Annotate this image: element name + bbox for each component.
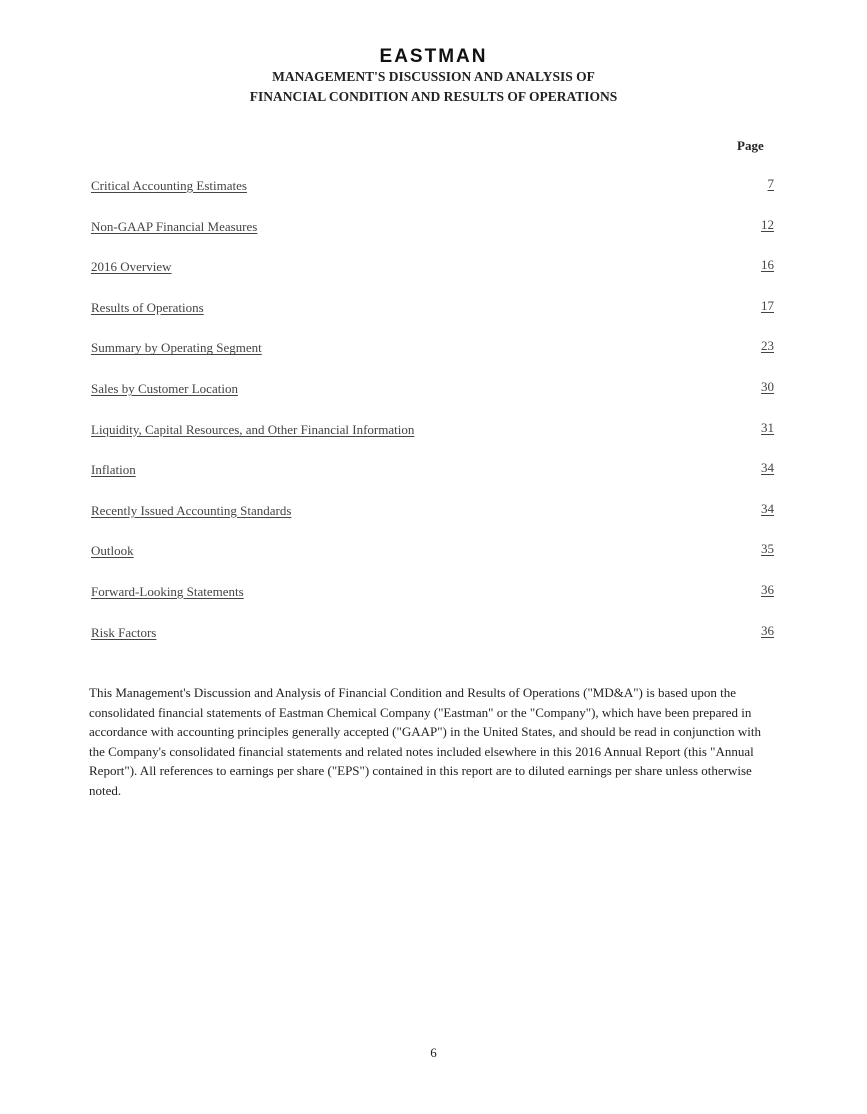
toc-page-link[interactable]: 23 [761, 338, 774, 354]
intro-paragraph: This Management's Discussion and Analysis of Financial Condition and Results of Operations ("MD&A") is based upon the consolidated financial statements of Eastman Chemical Company ("Eastman" or the "Company"), which have been prepared in accordance with accounting principles generally accepted ("GAAP") in the United States, and should be read in conjunction with the Company's consolidated financial statements and related notes included elsewhere in this 2016 Annual Report (this "Annual Report"). All references to earnings per share ("EPS") contained in this report are to diluted earnings per share unless otherwise noted. [89, 685, 761, 798]
toc-link[interactable]: Recently Issued Accounting Standards [91, 502, 292, 518]
toc-row-risk-factors [91, 623, 774, 664]
toc-row-sales-by-customer-location [91, 379, 774, 420]
toc-page-link[interactable]: 30 [761, 378, 774, 394]
toc-row-recently-issued-accounting-standards [91, 501, 774, 542]
toc-page-link[interactable]: 34 [761, 500, 774, 516]
page-number: 6 [430, 1045, 437, 1060]
toc-link[interactable]: Risk Factors [91, 624, 157, 640]
toc-link[interactable]: 2016 Overview [91, 259, 172, 275]
page-title-line-1: MANAGEMENT'S DISCUSSION AND ANALYSIS OF [272, 69, 595, 84]
toc-page-link[interactable]: 7 [767, 176, 774, 191]
toc-page-link[interactable]: 17 [761, 297, 774, 313]
toc-page-link[interactable]: 34 [761, 460, 774, 476]
page-title-line-2: FINANCIAL CONDITION AND RESULTS OF OPERATIONS [249, 89, 618, 104]
toc-link[interactable]: Sales by Customer Location [91, 380, 238, 396]
toc-row-forward-looking-statements [91, 582, 774, 623]
toc-row-critical-accounting-estimates [91, 176, 774, 217]
toc-page-link[interactable]: 36 [761, 581, 774, 597]
toc-page-link[interactable]: 36 [761, 622, 774, 638]
toc-link[interactable]: Outlook [91, 543, 134, 559]
toc-link[interactable]: Forward-Looking Statements [91, 583, 244, 599]
toc-link[interactable]: Results of Operations [91, 299, 204, 315]
toc-row-outlook [91, 541, 774, 582]
toc-link[interactable]: Inflation [91, 462, 136, 478]
toc-page-link[interactable]: 35 [761, 541, 774, 557]
toc-link[interactable]: Non-GAAP Financial Measures [91, 218, 258, 234]
toc-row-liquidity [91, 420, 774, 461]
table-of-contents [91, 176, 774, 663]
toc-row-non-gaap-financial-measures [91, 217, 774, 258]
eastman-logo: EASTMAN [379, 46, 488, 67]
toc-row-summary-by-operating-segment [91, 338, 774, 379]
toc-link[interactable]: Critical Accounting Estimates [91, 178, 247, 193]
toc-row-inflation [91, 460, 774, 501]
toc-page-link[interactable]: 12 [761, 216, 774, 232]
toc-page-column-header: Page [737, 138, 764, 153]
toc-row-2016-overview [91, 257, 774, 298]
toc-page-link[interactable]: 31 [761, 419, 774, 435]
toc-row-results-of-operations [91, 298, 774, 339]
toc-page-link[interactable]: 16 [761, 257, 774, 273]
toc-link[interactable]: Summary by Operating Segment [91, 340, 262, 356]
toc-link[interactable]: Liquidity, Capital Resources, and Other Financial Information [91, 421, 415, 437]
